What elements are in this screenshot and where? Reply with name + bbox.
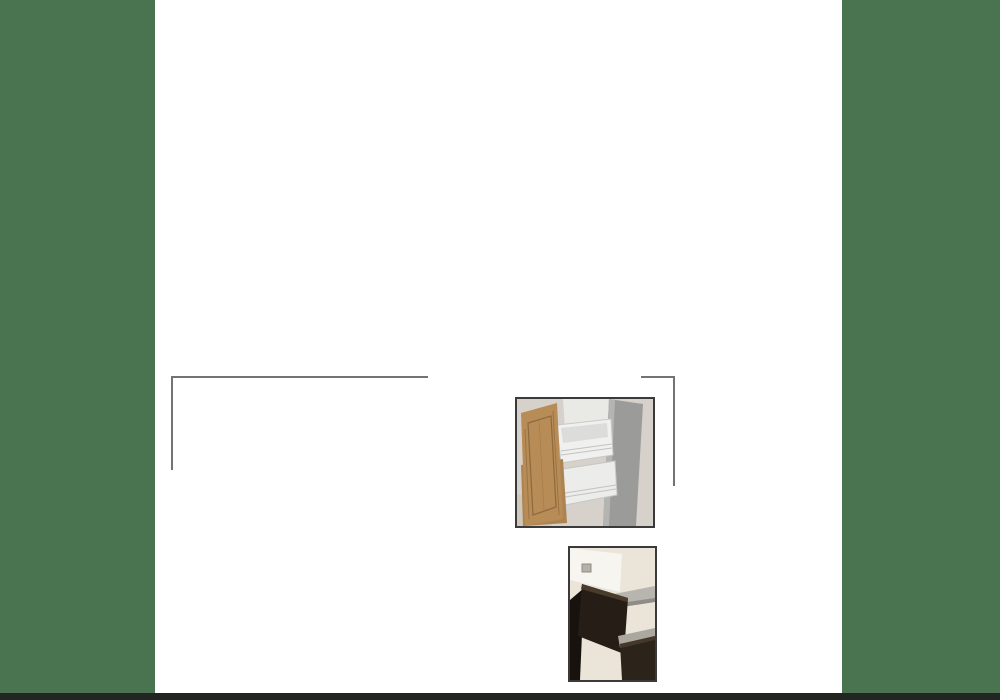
bottom-edge-bar	[0, 693, 1000, 700]
section-frame-line-top-left	[171, 376, 428, 378]
metabox-photo-graphic	[517, 399, 653, 526]
left-green-band	[0, 0, 155, 700]
dark-drawer-photo-graphic	[570, 548, 655, 680]
section-frame-line-top-right	[641, 376, 675, 378]
dark-drawer-open-photo	[568, 546, 657, 682]
right-green-band	[842, 0, 1000, 700]
section-frame-line-left	[171, 376, 173, 470]
metabox-open-drawers-photo	[515, 397, 655, 528]
section-frame-line-right	[673, 376, 675, 486]
